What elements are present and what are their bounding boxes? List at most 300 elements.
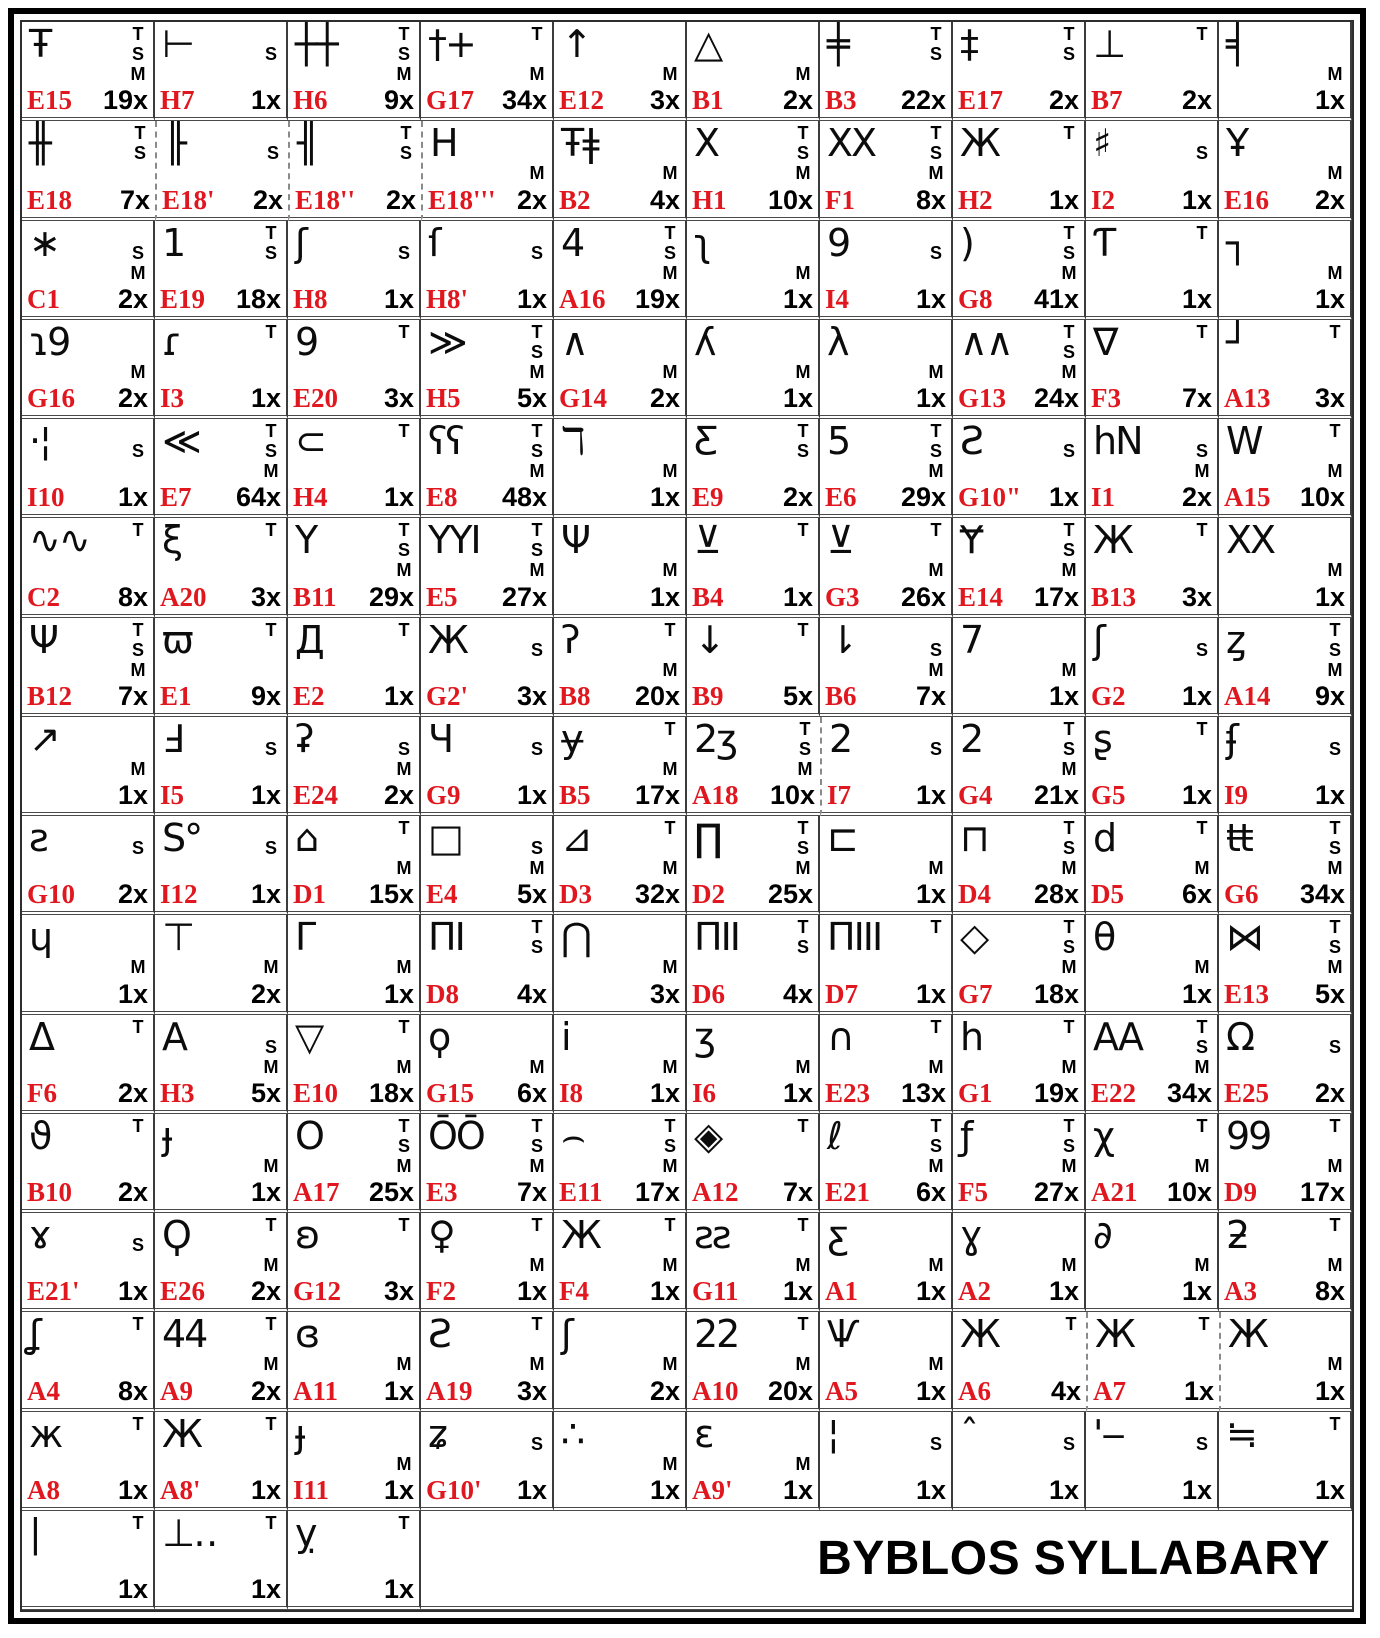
syllabary-cell bbox=[421, 121, 554, 220]
sign-label: B2 bbox=[559, 184, 591, 215]
mark-t: T bbox=[398, 619, 410, 640]
sign-glyph: ┐ bbox=[1226, 220, 1247, 265]
syllabary-cell bbox=[22, 320, 155, 419]
cell-caption bbox=[1086, 482, 1217, 513]
mark-m: M bbox=[795, 1453, 811, 1474]
mark-m: M bbox=[1194, 461, 1210, 481]
cell-caption bbox=[22, 582, 153, 613]
mark-t: T bbox=[132, 1413, 144, 1434]
sign-label: I3 bbox=[160, 383, 185, 413]
mark-t: T bbox=[132, 24, 144, 44]
sign-label: E22 bbox=[1091, 1077, 1137, 1108]
mark-s: S bbox=[1062, 838, 1075, 858]
mark-s: S bbox=[264, 44, 277, 64]
sign-glyph: Δ bbox=[29, 1014, 53, 1059]
source-marks bbox=[1324, 620, 1346, 680]
sign-glyph: ▽ bbox=[295, 1014, 323, 1059]
mark-s: S bbox=[1195, 1433, 1208, 1454]
mark-m: M bbox=[1194, 858, 1210, 878]
sign-count: 1x bbox=[1314, 85, 1345, 116]
sign-count: 1x bbox=[1314, 1474, 1345, 1505]
mark-t: T bbox=[531, 1115, 543, 1136]
sign-count: 27x bbox=[1033, 1177, 1079, 1207]
sign-glyph: ɿ9 bbox=[29, 319, 70, 364]
syllabary-cell bbox=[155, 717, 288, 816]
mark-t: T bbox=[531, 1215, 543, 1235]
cell-caption bbox=[953, 284, 1084, 315]
sign-count: 64x bbox=[235, 482, 281, 513]
sign-label: A4 bbox=[27, 1375, 60, 1406]
sign-glyph: Ƨ bbox=[960, 419, 983, 463]
sign-label: B9 bbox=[692, 680, 724, 711]
mark-s: S bbox=[131, 1235, 144, 1255]
syllabary-cell bbox=[687, 915, 820, 1014]
sign-label: G2 bbox=[1091, 680, 1126, 711]
sign-label: G8 bbox=[958, 283, 993, 314]
cell-caption bbox=[22, 681, 153, 712]
sign-label: E10 bbox=[293, 1077, 339, 1108]
cell-caption bbox=[1219, 879, 1350, 910]
source-marks bbox=[1324, 1414, 1346, 1474]
source-marks bbox=[792, 818, 814, 878]
sign-count: 3x bbox=[649, 978, 680, 1009]
syllabary-cell bbox=[820, 1412, 953, 1511]
syllabary-cell bbox=[820, 419, 953, 518]
cell-caption bbox=[157, 185, 288, 216]
mark-t: T bbox=[132, 1512, 144, 1533]
source-marks bbox=[395, 123, 417, 183]
sign-count: 1x bbox=[1048, 184, 1079, 215]
source-marks bbox=[1191, 1215, 1213, 1275]
syllabary-cell bbox=[687, 1114, 820, 1213]
cell-caption bbox=[687, 681, 818, 712]
source-marks bbox=[1191, 1414, 1213, 1474]
syllabary-cell bbox=[1086, 618, 1219, 717]
sign-glyph: ◇ bbox=[960, 915, 988, 960]
source-marks bbox=[393, 1017, 415, 1077]
source-marks bbox=[393, 917, 415, 977]
sign-label: I7 bbox=[827, 780, 852, 810]
sign-count: 4x bbox=[516, 978, 547, 1009]
sign-count: 1x bbox=[1048, 482, 1079, 513]
mark-m: M bbox=[1061, 560, 1077, 581]
sign-count: 3x bbox=[1314, 383, 1345, 413]
sign-count: 1x bbox=[915, 383, 946, 413]
source-marks bbox=[792, 1017, 814, 1077]
sign-glyph: ʃ bbox=[295, 220, 306, 265]
syllabary-cell bbox=[421, 1412, 554, 1511]
sign-glyph: ⊻ bbox=[827, 518, 853, 563]
sign-label: G17 bbox=[426, 85, 475, 116]
sign-count: 3x bbox=[250, 581, 281, 612]
mark-t: T bbox=[265, 421, 277, 441]
sign-label: E21 bbox=[825, 1177, 871, 1207]
syllabary-cell bbox=[1219, 816, 1352, 915]
sign-label: G9 bbox=[426, 780, 461, 810]
cell-caption bbox=[953, 1276, 1084, 1307]
cell-caption bbox=[1219, 284, 1350, 315]
syllabary-cell bbox=[687, 320, 820, 419]
syllabary-cell bbox=[22, 915, 155, 1014]
sign-count: 18x bbox=[1033, 978, 1079, 1009]
sign-count: 2x bbox=[117, 383, 148, 413]
mark-s: S bbox=[1062, 441, 1075, 461]
syllabary-cell bbox=[22, 1511, 155, 1610]
source-marks bbox=[792, 1414, 814, 1474]
cell-caption bbox=[155, 1276, 286, 1307]
sign-glyph: ſ bbox=[428, 220, 440, 265]
mark-m: M bbox=[662, 163, 678, 184]
cell-caption bbox=[1086, 1078, 1217, 1109]
sign-label: B10 bbox=[27, 1177, 73, 1207]
mark-m: M bbox=[797, 758, 813, 779]
sign-count: 7x bbox=[516, 1177, 547, 1207]
sign-label: G13 bbox=[958, 383, 1007, 413]
sign-label: A8 bbox=[27, 1474, 60, 1505]
sign-label: G14 bbox=[559, 383, 608, 413]
sign-count: 34x bbox=[501, 85, 547, 116]
sign-glyph: ƨ bbox=[29, 816, 47, 860]
sign-glyph: ∂ bbox=[1093, 1213, 1111, 1257]
source-marks bbox=[925, 421, 947, 481]
mark-m: M bbox=[662, 1354, 678, 1375]
sign-glyph: H bbox=[430, 121, 457, 166]
cell-caption bbox=[288, 284, 419, 315]
syllabary-cell bbox=[820, 22, 953, 121]
cell-caption bbox=[953, 879, 1084, 910]
source-marks bbox=[1191, 223, 1213, 283]
source-marks bbox=[393, 719, 415, 779]
sign-count: 2x bbox=[1314, 1077, 1345, 1108]
mark-m: M bbox=[130, 361, 146, 382]
sign-label: E19 bbox=[160, 283, 206, 314]
source-marks bbox=[260, 1215, 282, 1275]
cell-caption bbox=[687, 780, 820, 811]
source-marks bbox=[393, 322, 415, 382]
sign-label: B3 bbox=[825, 85, 857, 116]
source-marks bbox=[1191, 520, 1213, 580]
mark-t: T bbox=[531, 917, 543, 938]
mark-t: T bbox=[1196, 818, 1208, 838]
source-marks bbox=[1324, 24, 1346, 84]
mark-t: T bbox=[1329, 1115, 1341, 1136]
cell-caption bbox=[554, 1376, 685, 1407]
syllabary-cell bbox=[22, 518, 155, 617]
mark-s: S bbox=[929, 1135, 942, 1156]
cell-caption bbox=[687, 1376, 818, 1407]
mark-s: S bbox=[796, 838, 809, 858]
cell-caption bbox=[155, 1574, 286, 1605]
source-marks bbox=[526, 1215, 548, 1275]
sign-label: I12 bbox=[160, 879, 198, 910]
sign-count: 17x bbox=[634, 1177, 680, 1207]
mark-s: S bbox=[131, 44, 144, 64]
mark-t: T bbox=[398, 818, 410, 838]
cell-caption bbox=[687, 85, 818, 116]
sign-glyph: ɤ bbox=[29, 1213, 50, 1257]
sign-label: E6 bbox=[825, 482, 857, 513]
sign-label: B13 bbox=[1091, 581, 1137, 612]
sign-count: 1x bbox=[782, 581, 813, 612]
mark-s: S bbox=[929, 639, 942, 660]
mark-m: M bbox=[396, 1354, 412, 1375]
syllabary-cell bbox=[1219, 618, 1352, 717]
cell-caption bbox=[22, 1177, 153, 1208]
sign-count: 28x bbox=[1033, 879, 1079, 910]
mark-m: M bbox=[263, 1056, 279, 1077]
cell-caption bbox=[155, 1475, 286, 1506]
mark-t: T bbox=[930, 917, 942, 938]
syllabary-cell bbox=[1086, 1213, 1219, 1312]
sign-label: E5 bbox=[426, 581, 458, 612]
sign-label: I4 bbox=[825, 283, 850, 314]
sign-label: D1 bbox=[293, 879, 326, 910]
syllabary-cell bbox=[953, 1412, 1086, 1511]
source-marks bbox=[1191, 818, 1213, 878]
syllabary-cell bbox=[155, 816, 288, 915]
mark-t: T bbox=[1063, 321, 1075, 342]
source-marks bbox=[792, 24, 814, 84]
source-marks bbox=[526, 223, 548, 283]
sign-label: I1 bbox=[1091, 482, 1116, 513]
mark-s: S bbox=[929, 441, 942, 461]
sign-glyph: h bbox=[960, 1014, 983, 1059]
source-marks bbox=[260, 620, 282, 680]
source-marks bbox=[1324, 719, 1346, 779]
syllabary-cell bbox=[554, 1312, 687, 1411]
source-marks bbox=[526, 520, 548, 580]
cell-caption bbox=[554, 879, 685, 910]
cell-caption bbox=[687, 185, 818, 216]
syllabary-cell bbox=[1219, 915, 1352, 1014]
mark-s: S bbox=[1195, 441, 1208, 461]
syllabary-cell bbox=[1086, 915, 1219, 1014]
sign-label: H3 bbox=[160, 1077, 195, 1108]
sign-label: A19 bbox=[426, 1375, 473, 1406]
source-marks bbox=[260, 917, 282, 977]
sign-label: E24 bbox=[293, 780, 339, 810]
sign-count: 1x bbox=[383, 482, 414, 513]
sign-count: 8x bbox=[117, 581, 148, 612]
sign-count: 5x bbox=[516, 383, 547, 413]
mark-m: M bbox=[662, 262, 678, 283]
mark-m: M bbox=[529, 1155, 545, 1176]
source-marks bbox=[260, 223, 282, 283]
sign-count: 1x bbox=[649, 1276, 680, 1307]
syllabary-cell bbox=[687, 221, 820, 320]
cell-caption bbox=[288, 1475, 419, 1506]
cell-caption bbox=[22, 284, 153, 315]
mark-m: M bbox=[1327, 262, 1343, 283]
sign-label: H8' bbox=[426, 283, 469, 314]
sign-glyph: Ɏ bbox=[960, 518, 982, 563]
syllabary-cell bbox=[554, 717, 687, 816]
sign-label: A13 bbox=[1224, 383, 1271, 413]
source-marks bbox=[1060, 1314, 1082, 1374]
sign-label: A17 bbox=[293, 1177, 340, 1207]
cell-caption bbox=[22, 1376, 153, 1407]
mark-m: M bbox=[1327, 957, 1343, 978]
mark-m: M bbox=[529, 361, 545, 382]
sign-count: 2x bbox=[117, 1077, 148, 1108]
syllabary-cell bbox=[554, 320, 687, 419]
sign-glyph: ɥ bbox=[29, 915, 52, 960]
mark-s: S bbox=[131, 441, 144, 461]
sign-count: 8x bbox=[915, 184, 946, 215]
syllabary-grid bbox=[20, 20, 1354, 1612]
sign-label: G1 bbox=[958, 1077, 993, 1108]
sign-count: 2x bbox=[117, 283, 148, 314]
sign-glyph: ʃ bbox=[1093, 617, 1104, 662]
mark-s: S bbox=[1195, 639, 1208, 660]
sign-glyph: ℓ bbox=[827, 1113, 841, 1158]
source-marks bbox=[526, 1017, 548, 1077]
source-marks bbox=[526, 1314, 548, 1374]
sign-count: 2x bbox=[782, 482, 813, 513]
sign-count: 10x bbox=[769, 780, 815, 810]
syllabary-cell bbox=[1219, 518, 1352, 617]
syllabary-cell bbox=[22, 22, 155, 121]
syllabary-cell bbox=[687, 1015, 820, 1114]
cell-caption bbox=[820, 979, 951, 1010]
mark-s: S bbox=[1328, 937, 1341, 958]
syllabary-cell bbox=[421, 717, 554, 816]
syllabary-cell bbox=[820, 618, 953, 717]
mark-t: T bbox=[1329, 1413, 1341, 1434]
mark-t: T bbox=[664, 818, 676, 838]
sign-label: G15 bbox=[426, 1077, 475, 1108]
syllabary-cell bbox=[554, 518, 687, 617]
sign-count: 1x bbox=[117, 1276, 148, 1307]
cell-caption bbox=[1219, 1078, 1350, 1109]
cell-caption bbox=[421, 780, 552, 811]
cell-caption bbox=[953, 185, 1084, 216]
sign-label: E14 bbox=[958, 581, 1004, 612]
mark-t: T bbox=[664, 619, 676, 640]
sign-label: A7 bbox=[1093, 1375, 1126, 1406]
syllabary-cell bbox=[155, 121, 288, 220]
sign-label: G4 bbox=[958, 780, 993, 810]
sign-glyph: ʑ bbox=[428, 1411, 446, 1456]
syllabary-cell bbox=[554, 1213, 687, 1312]
mark-m: M bbox=[795, 1056, 811, 1077]
mark-m: M bbox=[1327, 1255, 1343, 1275]
mark-t: T bbox=[1329, 1215, 1341, 1235]
source-marks bbox=[659, 917, 681, 977]
mark-m: M bbox=[529, 1056, 545, 1077]
sign-glyph: '‒ bbox=[1093, 1411, 1124, 1456]
mark-m: M bbox=[1061, 758, 1077, 779]
sign-label: A8' bbox=[160, 1474, 201, 1505]
sign-count: 1x bbox=[649, 482, 680, 513]
sign-label: E13 bbox=[1224, 978, 1270, 1009]
source-marks bbox=[127, 1116, 149, 1176]
sign-glyph: AA bbox=[1093, 1014, 1143, 1059]
sign-glyph: λ bbox=[827, 319, 848, 364]
sign-label: A15 bbox=[1224, 482, 1271, 513]
sign-glyph: Ϙ bbox=[162, 1213, 190, 1257]
mark-t: T bbox=[797, 917, 809, 938]
source-marks bbox=[1191, 421, 1213, 481]
mark-s: S bbox=[796, 441, 809, 461]
sign-glyph: Ⅎ bbox=[162, 716, 182, 761]
sign-glyph: ∿∿ bbox=[29, 518, 89, 563]
sign-glyph: 2ʒ bbox=[694, 716, 737, 761]
source-marks bbox=[925, 223, 947, 283]
sign-glyph: ·¦ bbox=[29, 419, 50, 463]
sign-glyph: ⊤ bbox=[162, 915, 194, 960]
sign-glyph: Ŧǂ bbox=[561, 121, 598, 166]
sign-label: A3 bbox=[1224, 1276, 1257, 1307]
mark-t: T bbox=[1329, 421, 1341, 441]
source-marks bbox=[526, 818, 548, 878]
source-marks bbox=[393, 520, 415, 580]
sign-label: F6 bbox=[27, 1077, 57, 1108]
mark-m: M bbox=[529, 461, 545, 481]
syllabary-cell bbox=[421, 1213, 554, 1312]
sign-glyph: ♀ bbox=[428, 1213, 454, 1257]
sign-glyph: ʔ bbox=[561, 617, 579, 662]
sign-count: 9x bbox=[1314, 680, 1345, 711]
syllabary-cell bbox=[953, 121, 1086, 220]
sign-glyph: ⋈ bbox=[1226, 915, 1262, 960]
sign-glyph: ⊂ bbox=[295, 419, 325, 463]
sign-label: I2 bbox=[1091, 184, 1116, 215]
mark-m: M bbox=[396, 957, 412, 978]
source-marks bbox=[1191, 719, 1213, 779]
sign-glyph: ʕʕ bbox=[428, 419, 463, 463]
sign-glyph: ⊢ bbox=[162, 22, 194, 66]
mark-m: M bbox=[1327, 461, 1343, 481]
sign-label: A10 bbox=[692, 1375, 739, 1406]
source-marks bbox=[659, 1017, 681, 1077]
source-marks bbox=[526, 917, 548, 977]
sign-count: 5x bbox=[1314, 978, 1345, 1009]
cell-caption bbox=[1219, 979, 1350, 1010]
syllabary-cell bbox=[288, 717, 421, 816]
sign-glyph: S° bbox=[162, 816, 202, 860]
sign-glyph: 44 bbox=[162, 1312, 207, 1357]
sign-glyph: ϖ bbox=[162, 617, 192, 662]
cell-caption bbox=[554, 780, 685, 811]
syllabary-cell bbox=[820, 816, 953, 915]
syllabary-cell bbox=[953, 320, 1086, 419]
syllabary-cell bbox=[820, 518, 953, 617]
syllabary-cell bbox=[155, 1412, 288, 1511]
syllabary-cell bbox=[554, 22, 687, 121]
mark-m: M bbox=[662, 461, 678, 481]
cell-caption bbox=[1219, 1276, 1350, 1307]
cell-caption bbox=[687, 383, 818, 414]
cell-caption bbox=[687, 879, 818, 910]
sign-count: 5x bbox=[782, 680, 813, 711]
mark-m: M bbox=[1061, 858, 1077, 878]
source-marks bbox=[393, 223, 415, 283]
mark-s: S bbox=[1062, 1135, 1075, 1156]
syllabary-cell bbox=[953, 22, 1086, 121]
source-marks bbox=[127, 818, 149, 878]
syllabary-cell bbox=[421, 320, 554, 419]
source-marks bbox=[794, 719, 816, 779]
source-marks bbox=[659, 223, 681, 283]
mark-m: M bbox=[130, 64, 146, 84]
mark-m: M bbox=[662, 957, 678, 978]
mark-s: S bbox=[131, 242, 144, 263]
syllabary-cell bbox=[687, 618, 820, 717]
mark-t: T bbox=[664, 718, 676, 739]
sign-label: B4 bbox=[692, 581, 724, 612]
sign-count: 1x bbox=[516, 780, 547, 810]
